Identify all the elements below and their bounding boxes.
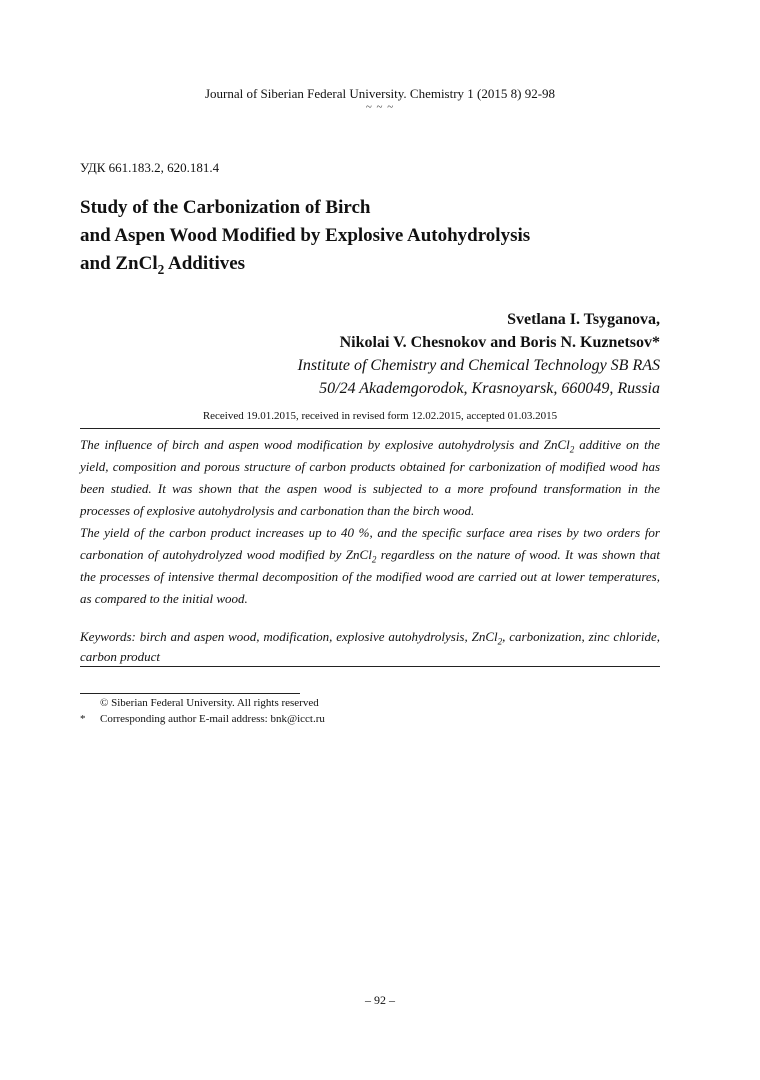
author-line-2: Nikolai V. Chesnokov and Boris N. Kuznetsov* [339,334,660,351]
abstract [80,434,660,610]
footnote-rule [80,693,300,694]
journal-header: Journal of Siberian Federal University. Chemistry 1 (2015 8) 92-98 [204,86,556,101]
footnote-copyright: © Siberian Federal University. All rights reserved [100,697,319,709]
affiliation-line-2: 50/24 Akademgorodok, Krasnoyarsk, 660049, Russia [319,380,660,397]
keywords-bottom-rule [80,666,660,667]
abstract-paragraph-2: The yield of the carbon product increases up to 40 %, and the specific surface area rises by two orders for carbonation of autohydrolyzed wood modified by ZnCl$_2$ regardless on the nature of wood. It was shown that the processes of intensive thermal decomposition of the modified wood are carried out at lower temperatures, as compared to the initial wood. [80,525,660,606]
udk-code: УДК 661.183.2, 620.181.4 [80,160,220,175]
abstract-top-rule [80,428,660,429]
title-line-2: and Aspen Wood Modified by Explosive Autohydrolysis [80,225,531,246]
author-line-1: Svetlana I. Tsyganova, [507,311,660,328]
header-separator: ~ ~ ~ [365,101,395,113]
authors-block [298,308,660,400]
keywords: Keywords: birch and aspen wood, modification, explosive autohydrolysis, ZnCl$_2$, carbonization, zinc chloride, carbon product [80,629,660,664]
title-line-3: and ZnCl$_2$ Additives [80,253,246,277]
footnote-corresponding: * Corresponding author E-mail address: bnk@icct.ru [80,713,325,725]
abstract-paragraph-1: The influence of birch and aspen wood modification by explosive autohydrolysis and ZnCl$_2$ additive on the yield, composition and porous structure of carbon products obtained for carbonization of modified wood has been studied. It was shown that the aspen wood is subjected to a more profound transformation in the processes of explosive autohydrolysis and carbonation than the birch wood. [80,437,660,518]
affiliation-line-1: Institute of Chemistry and Chemical Technology SB RAS [297,357,660,374]
page-number: – 92 – [365,993,395,1007]
article-title [80,194,680,278]
title-line-1: Study of the Carbonization of Birch [80,197,371,218]
received-dates: Received 19.01.2015, received in revised form 12.02.2015, accepted 01.03.2015 [202,410,558,422]
